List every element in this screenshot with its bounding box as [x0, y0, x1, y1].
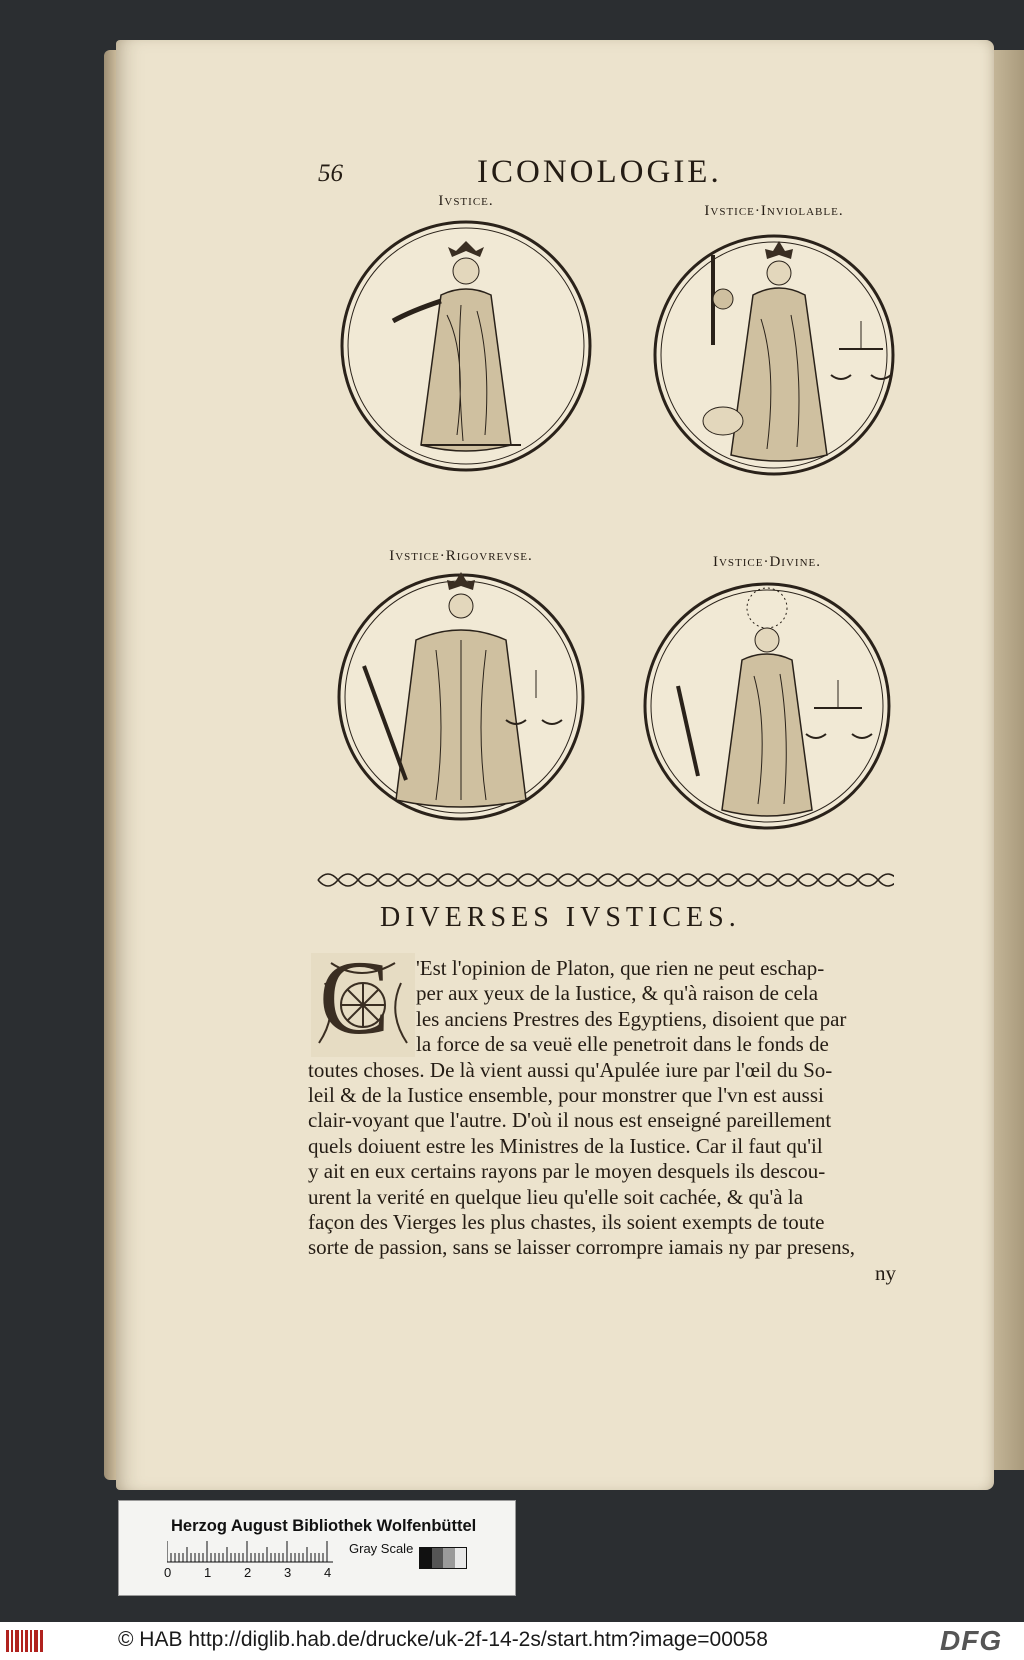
section-title: DIVERSES IVSTICES.	[380, 902, 741, 933]
ornament-band	[314, 866, 894, 894]
text-line: toutes choses. De là vient aussi qu'Apulée iure par l'œil du So-	[308, 1057, 833, 1082]
library-name: Herzog August Bibliothek Wolfenbüttel	[171, 1517, 477, 1535]
ruler-number: 1	[204, 1565, 212, 1580]
drop-cap-letter: C	[319, 939, 390, 1056]
footer-credit-link[interactable]: © HAB http://diglib.hab.de/drucke/uk-2f-14-2s/start.htm?image=00058	[118, 1628, 768, 1651]
gray-scale-label: Gray Scale	[349, 1541, 414, 1556]
medallion-caption: Ivstice·Inviolable.	[704, 203, 844, 219]
text-line: la force de sa veuë elle penetroit dans le fonds de	[416, 1032, 829, 1057]
gray-scale-patches	[419, 1547, 467, 1569]
text-line: sorte de passion, sans se laisser corrompre iamais ny par presens,	[308, 1235, 856, 1260]
ruler-scale	[167, 1541, 333, 1563]
inviolable-justice-engraving	[651, 225, 897, 485]
justice-engraving	[337, 215, 595, 477]
medallion-rigorous-justice	[336, 548, 586, 824]
divine-justice-engraving	[642, 576, 892, 836]
text-line: quels doiuent estre les Ministres de la Iustice. Car il faut qu'il	[308, 1133, 823, 1158]
running-head: ICONOLOGIE.	[477, 154, 722, 190]
medallion-caption: Ivstice·Rigovrevse.	[389, 548, 533, 564]
gray-patch	[432, 1548, 444, 1568]
text-line: façon des Vierges les plus chastes, ils soient exempts de toute	[308, 1209, 825, 1234]
text-line: clair-voyant que l'autre. D'où il nous est enseigné pareillement	[308, 1108, 832, 1133]
text-line: per aux yeux de la Iustice, & qu'à raison de cela	[416, 981, 819, 1006]
ruler-number: 3	[284, 1565, 292, 1580]
dfg-logo: DFG	[940, 1625, 1003, 1656]
text-line: y ait en eux certains rayons par le moyen desquels ils descou-	[308, 1159, 826, 1184]
footer-bar	[0, 1622, 1024, 1660]
rigorous-justice-engraving	[336, 570, 586, 824]
color-reference-card	[118, 1500, 516, 1596]
medallion-inviolable-justice	[651, 203, 897, 485]
medallion-justice	[337, 193, 595, 478]
ruler-number: 2	[244, 1565, 252, 1580]
page-header	[300, 150, 860, 194]
ruler-number: 4	[324, 1565, 332, 1580]
gray-patch	[455, 1548, 467, 1568]
ruler-numbers	[164, 1565, 347, 1581]
catchword: ny	[875, 1260, 896, 1285]
text-line: leil & de la Iustice ensemble, pour monstrer que l'vn est aussi	[308, 1082, 824, 1107]
medallion-divine-justice	[642, 554, 892, 836]
barcode-icon	[6, 1628, 44, 1654]
body-text	[308, 956, 896, 1286]
medallion-caption: Ivstice.	[438, 193, 494, 209]
gray-patch	[443, 1548, 455, 1568]
text-line: urent la verité en quelque lieu qu'elle soit cachée, & qu'à la	[308, 1184, 804, 1209]
text-line: les anciens Prestres des Egyptiens, disoient que par	[416, 1006, 847, 1031]
ruler-number: 0	[164, 1565, 172, 1580]
text-line: 'Est l'opinion de Platon, que rien ne peut eschap-	[416, 956, 825, 980]
medallion-caption: Ivstice·Divine.	[712, 554, 821, 570]
page-number: 56	[318, 160, 343, 187]
gray-patch	[420, 1548, 432, 1568]
